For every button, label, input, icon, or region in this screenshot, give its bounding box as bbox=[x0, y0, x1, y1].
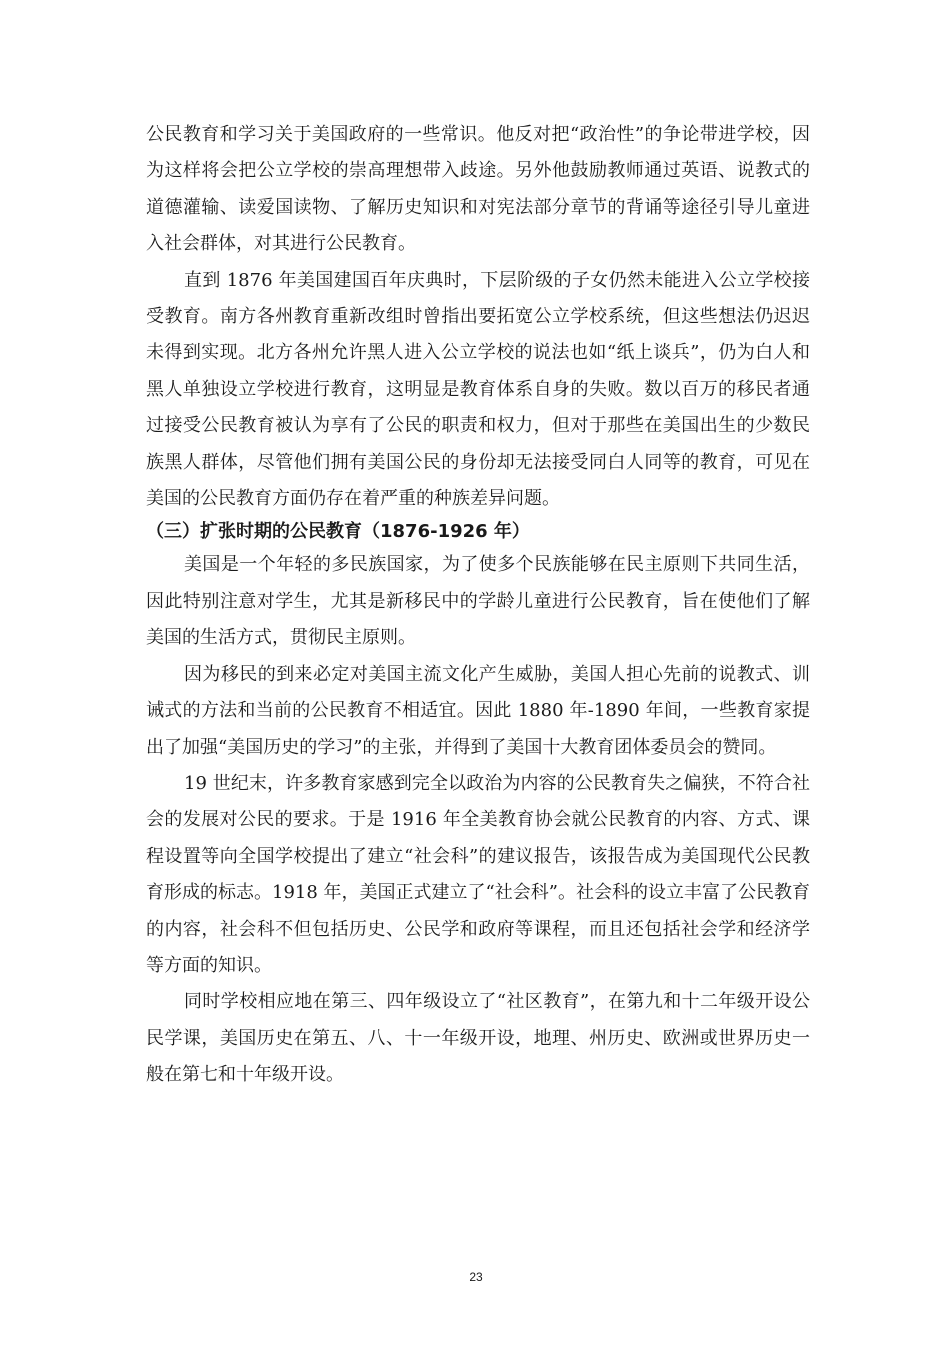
paragraph-social-studies: 19 世纪末，许多教育家感到完全以政治为内容的公民教育失之偏狭，不符合社会的发展对公民的要求。于是 1916 年全美教育协会就公民教育的内容、方式、课程设置等向全国学校提出了建立“社会科”的建议报告，该报告成为美国现代公民教育形成的标志。1918 年，美国正式建立了“社会科”。社会科的设立丰富了公民教育的内容，社会科不但包括历史、公民学和政府等课程，而且还包括社会学和经济学等方面的知识。 bbox=[146, 772, 810, 976]
paragraph-civic-knowledge: 公民教育和学习关于美国政府的一些常识。他反对把“政治性”的争论带进学校，因为这样将会把公立学校的崇高理想带入歧途。另外他鼓励教师通过英语、说教式的道德灌输、读爱国读物、了解历史知识和对宪法部分章节的背诵等途径引导儿童进入社会群体，对其进行公民教育。 bbox=[146, 124, 810, 255]
paragraph-grade-curriculum: 同时学校相应地在第三、四年级设立了“社区教育”，在第九和十二年级开设公民学课，美国历史在第五、八、十一年级开设，地理、州历史、欧洲或世界历史一般在第七和十年级开设。 bbox=[146, 991, 810, 1086]
page-number: 23 bbox=[469, 1270, 483, 1284]
paragraph-multiethnic-nation: 美国是一个年轻的多民族国家，为了使多个民族能够在民主原则下共同生活，因此特别注意对学生，尤其是新移民中的学龄儿童进行公民教育，旨在使他们了解美国的生活方式，贯彻民主原则。 bbox=[146, 554, 810, 649]
paragraph-1876-centennial: 直到 1876 年美国建国百年庆典时，下层阶级的子女仍然未能进入公立学校接受教育。南方各州教育重新改组时曾指出要拓宽公立学校系统，但这些想法仍迟迟未得到实现。北方各州允许黑人进入公立学校的说法也如“纸上谈兵”，仍为白人和黑人单独设立学校进行教育，这明显是教育体系自身的失败。数以百万的移民者通过接受公民教育被认为享有了公民的职责和权力，但对于那些在美国出生的少数民族黑人群体，尽管他们拥有美国公民的身份却无法接受同白人同等的教育，可见在美国的公民教育方面仍存在着严重的种族差异问题。 bbox=[146, 269, 810, 510]
page-body bbox=[146, 117, 810, 1094]
section-heading: （三）扩张时期的公民教育（1876-1926 年） bbox=[146, 521, 530, 543]
paragraph-immigration-threat: 因为移民的到来必定对美国主流文化产生威胁，美国人担心先前的说教式、训诫式的方法和当前的公民教育不相适宜。因此 1880 年-1890 年间，一些教育家提出了加强“美国历史的学习”的主张，并得到了美国十大教育团体委员会的赞同。 bbox=[146, 663, 810, 758]
